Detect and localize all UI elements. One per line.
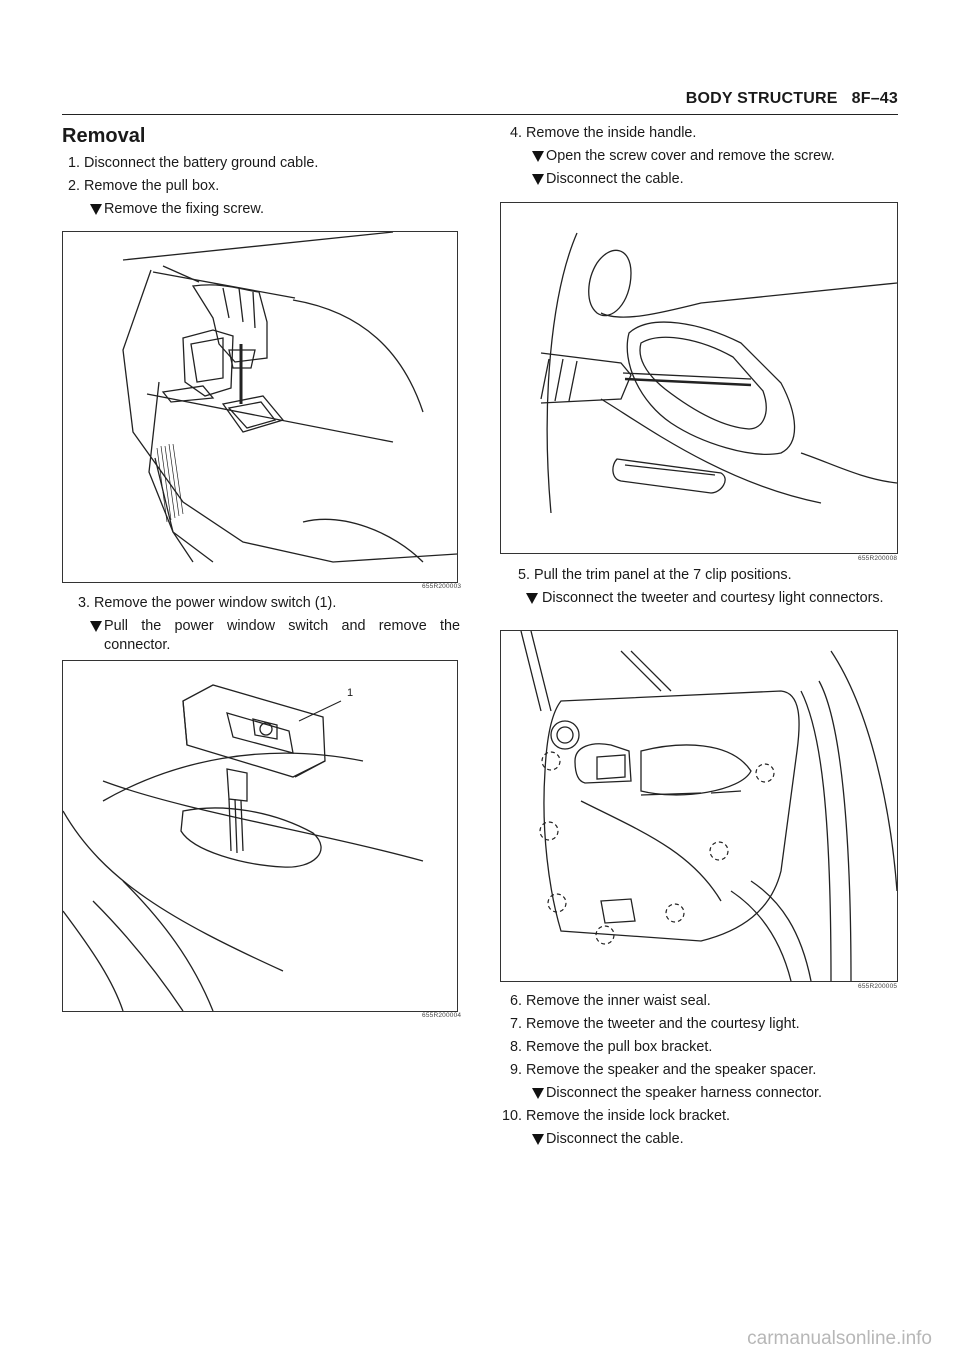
- left-column: [62, 124, 460, 223]
- right-column-steps-6-10: [496, 992, 898, 1153]
- bullet-triangle-icon: [90, 621, 102, 632]
- substep-3-1: Pull the power window switch and remove the connector.: [62, 617, 460, 655]
- substep-10-1: Disconnect the cable.: [496, 1130, 898, 1149]
- substep-2-1: Remove the fixing screw.: [62, 200, 460, 219]
- step-1: 1. Disconnect the battery ground cable.: [67, 155, 319, 171]
- step-8: 8. Remove the pull box bracket.: [509, 1039, 713, 1055]
- bullet-triangle-icon: [532, 174, 544, 185]
- step-9: 9. Remove the speaker and the speaker spacer.: [509, 1062, 817, 1078]
- figure-3-id: 655R200008: [858, 555, 898, 562]
- figure-2-callout: 1: [347, 687, 354, 699]
- right-column-step-5: [504, 566, 898, 612]
- watermark: carmanualsonline.info: [747, 1328, 932, 1349]
- figure-4-id: 655R200005: [858, 983, 898, 990]
- figure-2-id: 655R200004: [422, 1012, 462, 1019]
- figure-1-id: 655R200003: [422, 583, 462, 590]
- header-rule: [62, 114, 898, 115]
- figure-power-window-switch: [62, 660, 458, 1012]
- figure-trim-panel-clips: [500, 630, 898, 982]
- step-7: 7. Remove the tweeter and the courtesy light.: [509, 1016, 800, 1032]
- bullet-triangle-icon: [526, 593, 538, 604]
- illustration-trim-panel: [501, 631, 897, 981]
- bullet-triangle-icon: [532, 1134, 544, 1145]
- page-number: 8F–43: [851, 90, 898, 107]
- substep-5-1: Disconnect the tweeter and courtesy light connectors.: [504, 589, 898, 608]
- figure-inside-handle: [500, 202, 898, 554]
- section-title: BODY STRUCTURE: [685, 90, 838, 107]
- step-4: 4. Remove the inside handle.: [509, 125, 697, 141]
- substep-9-1: Disconnect the speaker harness connector.: [496, 1084, 898, 1103]
- illustration-inside-handle: [501, 203, 897, 553]
- bullet-triangle-icon: [532, 151, 544, 162]
- illustration-pull-box: [63, 232, 457, 582]
- illustration-window-switch: [63, 661, 457, 1011]
- step-2: 2. Remove the pull box.: [67, 178, 220, 194]
- step-3: 3. Remove the power window switch (1).: [77, 595, 337, 611]
- step-10: 10. Remove the inside lock bracket.: [501, 1108, 730, 1124]
- substep-4-1: Open the screw cover and remove the screw.: [504, 147, 898, 166]
- right-column-step-4: [504, 124, 898, 193]
- left-column-step-3: [62, 594, 460, 659]
- page-header: [62, 88, 898, 116]
- substep-4-2: Disconnect the cable.: [504, 170, 898, 189]
- figure-pull-box-screw: [62, 231, 458, 583]
- section-heading: Removal: [62, 125, 146, 147]
- bullet-triangle-icon: [90, 204, 102, 215]
- bullet-triangle-icon: [532, 1088, 544, 1099]
- step-6: 6. Remove the inner waist seal.: [509, 993, 711, 1009]
- step-5: 5. Pull the trim panel at the 7 clip positions.: [517, 567, 792, 583]
- header-title: [686, 90, 898, 108]
